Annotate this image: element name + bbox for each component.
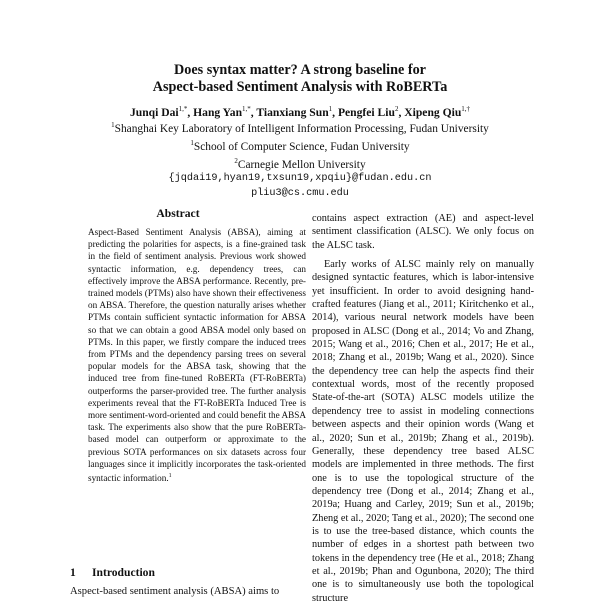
author: Xipeng Qiu$^{1,\dagger}$ xyxy=(404,105,471,119)
author: Pengfei Liu$^2$ xyxy=(337,105,399,119)
section-heading xyxy=(70,566,155,579)
affiliation: $^1$School of Computer Science, Fudan University xyxy=(190,138,410,153)
email-line: {jqdai19,hyan19,txsun19,xpqiu}@fudan.edu.cn xyxy=(168,173,432,185)
footnote-mark: 1 xyxy=(168,473,172,480)
section-number: 1 xyxy=(70,566,76,579)
author: Tianxiang Sun$^1$ xyxy=(256,105,333,119)
intro-first-line: Aspect-based sentiment analysis (ABSA) aims to xyxy=(70,586,280,597)
right-column xyxy=(312,212,534,605)
paragraph: contains aspect extraction (AE) and aspect-level sentiment classification (ALSC). We only focus on the ALSC task. xyxy=(312,213,534,251)
author: Junqi Dai$^{1,*}$ xyxy=(129,105,188,119)
affiliation: $^1$Shanghai Key Laboratory of Intelligent Information Processing, Fudan University xyxy=(111,121,489,135)
paper-title xyxy=(0,62,600,96)
paragraph: Early works of ALSC mainly rely on manually designed syntactic features, which is labor-intensive yet insufficient. In order to avoid designing hand-crafted features (Jiang et al., 2011; Kiritchenko et al., 2014), various neural network models have been proposed in ALSC (Dong et al., 2014; Vo and Zhang, 2015; Wang et al., 2016; Chen et al., 2017; He et al., 2018; Zhang et al., 2019b; Wang et al., 2020). Since the dependency tree can help the aspects find their contextual words, most of the recently proposed State-of-the-art (SOTA) ALSC models utilize the dependency tree to assist in modeling connections between aspects and their opinion words (Wang et al., 2020; Sun et al., 2019b; Zhang et al., 2019b). Generally, these dependency tree based ALSC models are implemented in three methods. The first one is to use the topological structure of the dependency tree (Dong et al., 2014; Zhang et al., 2019a; Huang and Carley, 2019; Sun et al., 2019b; Zheng et al., 2020; Tang et al., 2020); The second one is to use the tree-based distance, which counts the number of edges in a shortest path between two tokens in the dependency tree (He et al., 2018; Zhang et al., 2019b; Phan and Ogunbona, 2020); The third one is to simultaneously use both the topological structure xyxy=(312,259,534,604)
email-line: pliu3@cs.cmu.edu xyxy=(251,188,349,200)
abstract-text: Aspect-Based Sentiment Analysis (ABSA), aiming at predicting the polarities for aspects, is a fine-grained task in the field of sentiment analysis. Previous work showed syntactic information, e.g. dependency trees, can effectively improve the ABSA performance. Recently, pre-trained models (PTMs) also have shown their effectiveness on ABSA. Therefore, the question naturally arises whether PTMs contain sufficient syntactic information for ABSA so that we can obtain a good ABSA model only based on PTMs. In this paper, we firstly compare the induced trees from PTMs and the dependency parsing trees on several popular models for the ABSA task, showing that the induced tree from fine-tuned RoBERTa (FT-RoBERTa) outperforms the parser-provided tree. The further analysis experiments reveal that the FT-RoBERTa Induced Tree is more sentiment-word-oriented and could benefit the ABSA task. The experiments also show that the pure RoBERTa-based model can outperform or approximate to the previous SOTA performances on six datasets across four languages since it implicitly incorporates the task-oriented syntactic information. xyxy=(88,227,306,484)
title-line-1: Does syntax matter? A strong baseline for xyxy=(174,62,426,78)
title-line-2: Aspect-based Sentiment Analysis with RoBERTa xyxy=(152,79,448,95)
affiliation-block xyxy=(0,118,600,201)
affiliation: $^2$Carnegie Mellon University xyxy=(234,156,366,171)
abstract-body xyxy=(88,226,306,484)
abstract-heading: Abstract xyxy=(156,207,200,220)
author: Hang Yan$^{1,*}$ xyxy=(193,105,251,119)
section-title: Introduction xyxy=(92,566,155,579)
author-list: Junqi Dai$^{1,*}$, Hang Yan$^{1,*}$, Tianxiang Sun$^1$, Pengfei Liu$^2$, Xipeng Qiu$^{1,\dagger}$ xyxy=(129,105,471,119)
